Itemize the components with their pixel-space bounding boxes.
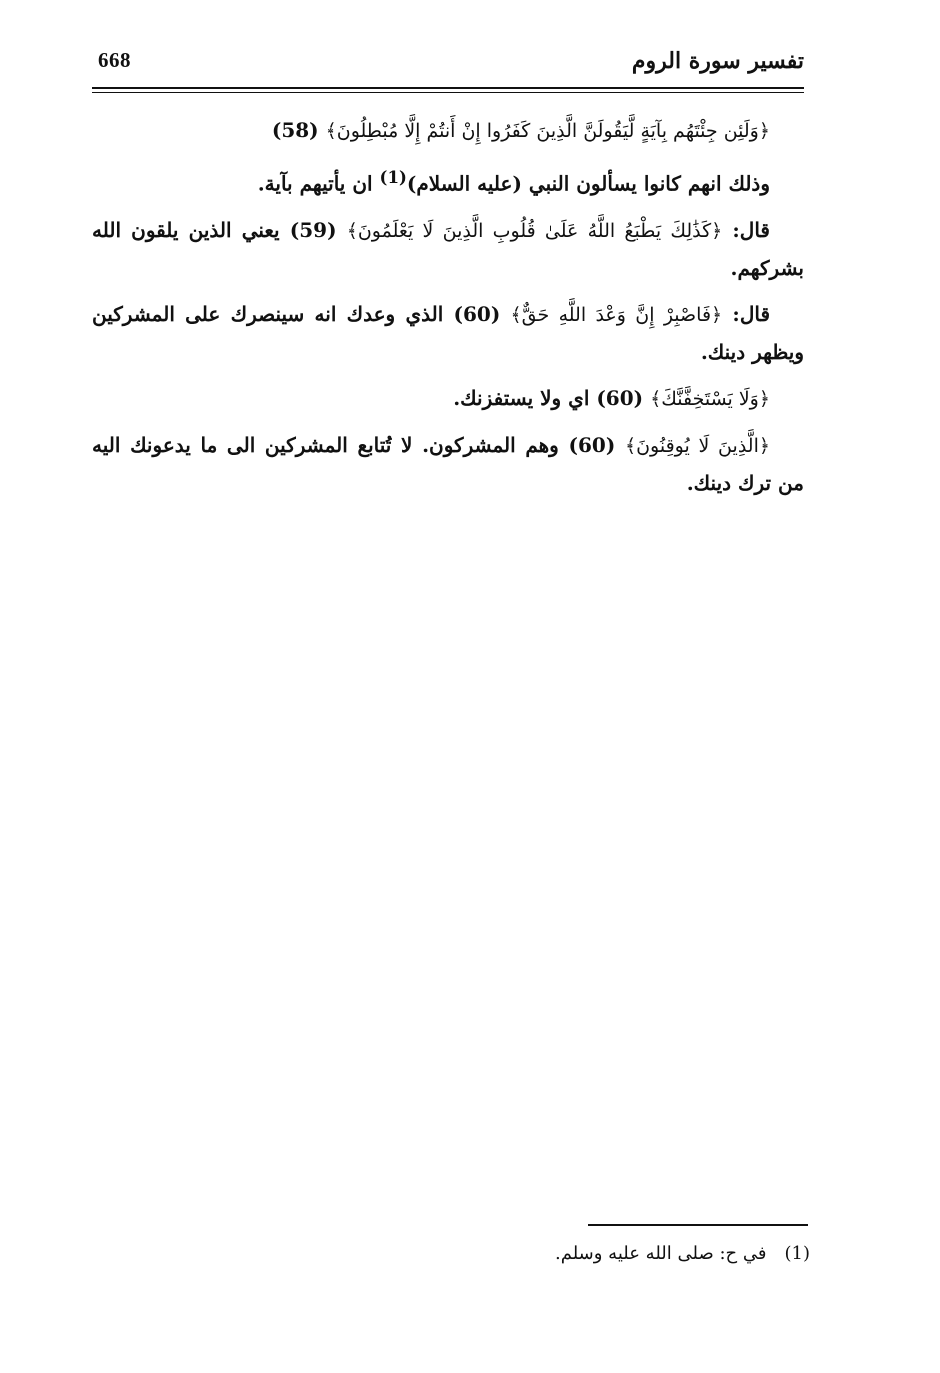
paragraph-6 <box>92 427 804 502</box>
paragraph-5 <box>92 380 804 418</box>
said-prefix: قال: <box>722 217 770 242</box>
quran-verse: ﴿كَذَٰلِكَ يَطْبَعُ اللَّهُ عَلَىٰ قُلُوبِ الَّذِينَ لَا يَعْلَمُونَ﴾ <box>346 219 723 242</box>
commentary-text: (60) اي ولا يستفزنك. <box>453 385 651 410</box>
footnote-rule <box>588 1224 808 1226</box>
footnote-marker: (1) <box>379 167 407 187</box>
said-prefix: قال: <box>722 301 771 326</box>
commentary-text-cont: ان يأتيهم بآية. <box>257 171 380 196</box>
paragraph-2 <box>92 159 804 203</box>
footnote-number: (1) <box>784 1243 810 1264</box>
commentary-text: (60) وهم المشركون. لا تُتابع المشركين الى ما يدعونك اليه من ترك دينك. <box>92 432 804 495</box>
footnote <box>555 1240 810 1268</box>
paragraph-1 <box>92 112 804 150</box>
page-header <box>92 40 804 86</box>
paragraph-3 <box>92 212 804 287</box>
commentary-text: (60) الذي وعدك انه سينصرك على المشركين ويظهر دينك. <box>92 301 804 364</box>
footnote-text: في ح: صلى الله عليه وسلم. <box>555 1243 767 1264</box>
quran-verse: ﴿وَلَئِن جِئْتَهُم بِآيَةٍ لَّيَقُولَنَّ الَّذِينَ كَفَرُوا إِنْ أَنتُمْ إِلَّا مُبْطِلُونَ﴾ <box>325 120 770 142</box>
header-rule-thin <box>92 92 804 93</box>
verse-number: (58) <box>271 118 326 142</box>
quran-verse: ﴿وَلَا يَسْتَخِفَّنَّكَ﴾ <box>650 387 770 410</box>
running-title: تفسير سورة الروم <box>631 48 804 74</box>
quran-verse: ﴿فَاصْبِرْ إِنَّ وَعْدَ اللَّهِ حَقٌّ﴾ <box>510 303 723 326</box>
paragraph-4 <box>92 296 804 371</box>
header-rule-thick <box>92 87 804 89</box>
quran-verse: ﴿الَّذِينَ لَا يُوقِنُونَ﴾ <box>624 434 770 457</box>
commentary-text: (59) يعني الذين يلقون الله بشركهم. <box>92 217 804 280</box>
page-number: 668 <box>98 48 131 72</box>
main-text <box>92 112 804 511</box>
commentary-text: وذلك انهم كانوا يسألون النبي (عليه السلام) <box>406 171 770 196</box>
